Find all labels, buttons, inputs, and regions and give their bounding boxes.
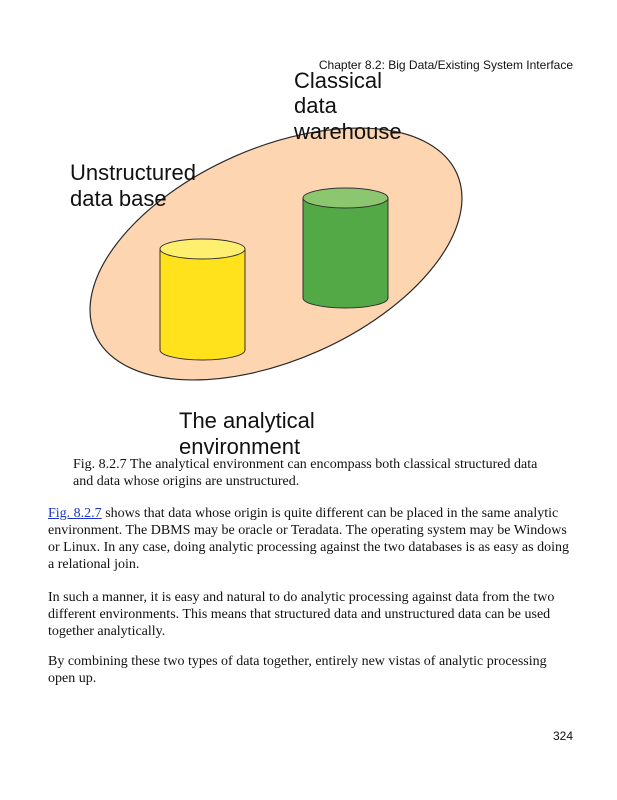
classical-warehouse-cylinder: [303, 188, 388, 308]
classical-label-line-1: Classical: [294, 68, 383, 93]
running-header: Chapter 8.2: Big Data/Existing System Interface: [318, 58, 573, 72]
paragraph-2: In such a manner, it is easy and natural to do analytic processing against data from the two different environments. This means that structured data and unstructured data can be used together analytically.: [48, 590, 555, 639]
paragraph-1-text: shows that data whose origin is quite different can be placed in the same analytic environment. The DBMS may be oracle or Teradata. The operating system may be Windows or Linux. In any case, doing analytic processing against the two databases is as easy as doing a relational join.: [48, 506, 569, 572]
analytical-environment-ellipse: [52, 77, 500, 432]
page-number: 324: [552, 729, 573, 743]
warehouse-top: [303, 188, 388, 208]
figure-reference-link[interactable]: Fig. 8.2.7: [48, 506, 102, 521]
classical-label-line-2: data: [294, 93, 337, 118]
analytical-environment-diagram: [0, 60, 617, 460]
environment-label-line-2: environment: [179, 434, 301, 459]
environment-label-line-1: The analytical: [179, 408, 315, 433]
warehouse-cover: [304, 198, 388, 297]
unstructured-label-line-1: Unstructured: [70, 160, 196, 185]
unstructured-db-top: [160, 239, 245, 259]
unstructured-label-line-2: data base: [70, 186, 167, 211]
paragraph-3: By combining these two types of data together, entirely new vistas of analytic processing open up.: [48, 654, 547, 686]
unstructured-database-cylinder: [160, 239, 245, 360]
figure-caption: Fig. 8.2.7 The analytical environment can encompass both classical structured data and data whose origins are unstructured.: [73, 457, 538, 489]
unstructured-db-cover: [161, 249, 245, 349]
classical-label-line-3: warehouse: [294, 119, 402, 144]
paragraph-1: [48, 505, 575, 573]
